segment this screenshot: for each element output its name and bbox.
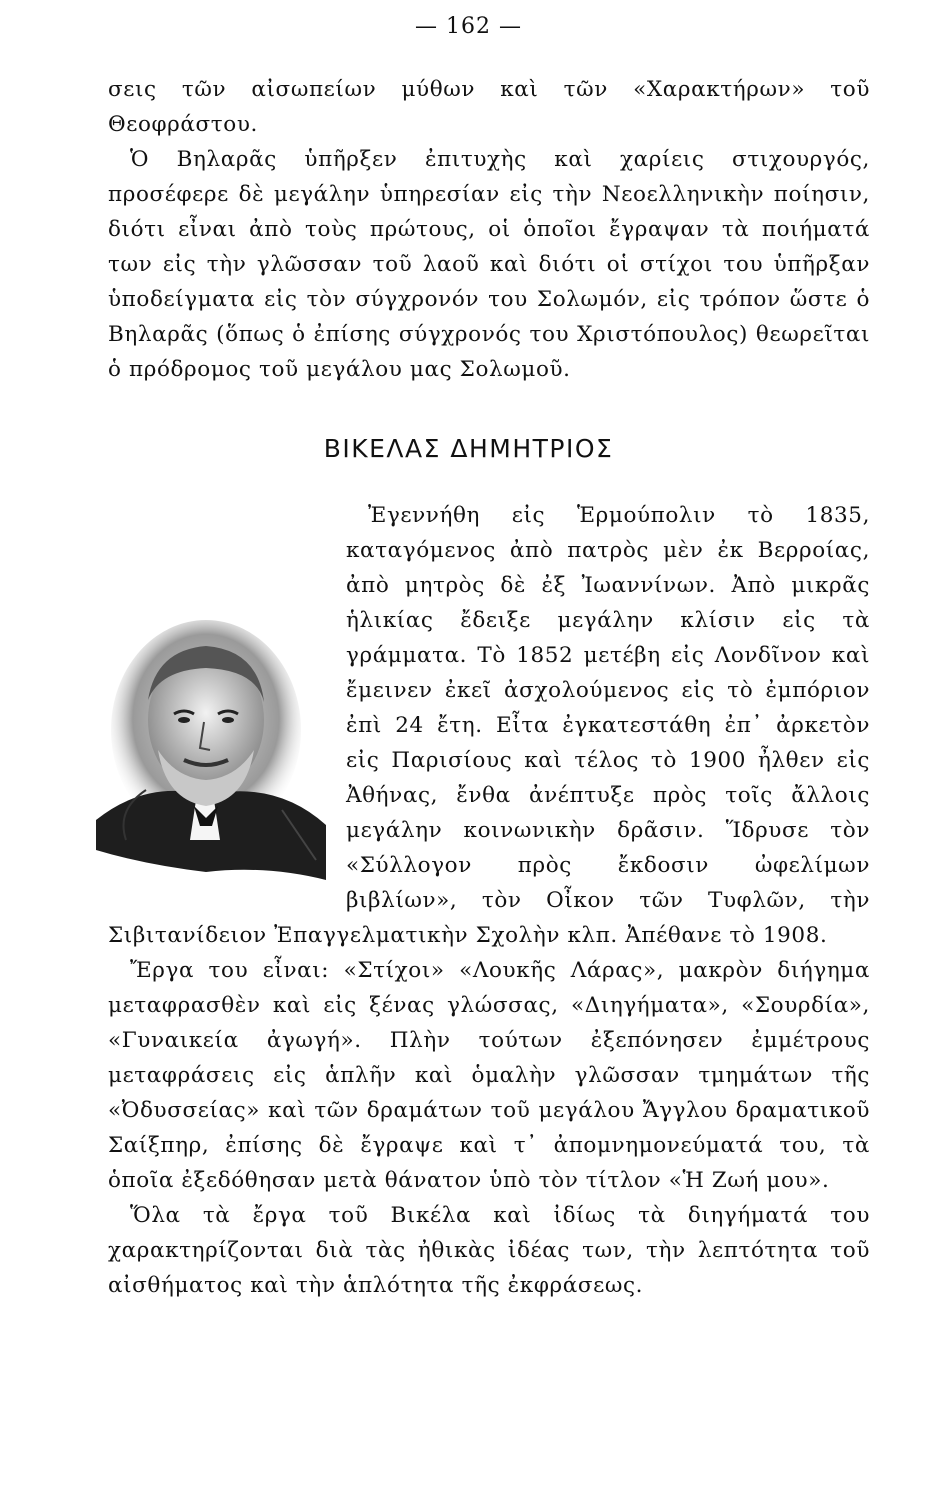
bio-paragraph-3: Ὅλα τὰ ἔργα τοῦ Βικέλα καὶ ἰδίως τὰ διηγήματά του χαρακτηρίζονται διὰ τὰς ἠθικὰς ἰδέας των, τὴν λεπτότητα τοῦ αἰσθήματος καὶ τὴν ἁπλότητα τῆς ἐκφράσεως.	[108, 1203, 870, 1298]
bio-paragraph-2: Ἔργα του εἶναι: «Στίχοι» «Λουκῆς Λάρας», μακρὸν διήγημα μεταφρασθὲν καὶ εἰς ξένας γλώσσας, «Διηγήματα», «Σουρδία», «Γυναικεία ἀγωγή». Πλὴν τούτων ἐξεπόνησεν ἐμμέτρους μεταφράσεις εἰς ἁπλῆν καὶ ὁμαλὴν γλῶσσαν τμημάτων τῆς «Ὀδυσσείας» καὶ τῶν δραμάτων τοῦ μεγάλου Ἄγγλου δραματικοῦ Σαίξπηρ, ἐπίσης δὲ ἔγραψε καὶ τ᾽ ἀπομνημονεύματά του, τὰ ὁποῖα ἐξεδόθησαν μετὰ θάνατον ὑπὸ τὸν τίτλον «Ἡ Ζωή μου».	[108, 958, 870, 1193]
section-heading: ΒΙΚΕΛΑΣ ΔΗΜΗΤΡΙΟΣ	[323, 434, 614, 463]
bio-paragraph-1	[108, 498, 870, 953]
biography-text	[108, 498, 870, 1303]
portrait-image	[86, 610, 334, 890]
intro-text	[108, 72, 870, 387]
page-number: — 162 —	[415, 14, 522, 39]
intro-paragraph-2: Ὁ Βηλαρᾶς ὑπῆρξεν ἐπιτυχὴς καὶ χαρίεις στιχουργός, προσέφερε δὲ μεγάλην ὑπηρεσίαν εἰς τὴν Νεοελληνικὴν ποίησιν, διότι εἶναι ἀπὸ τοὺς πρώτους, οἱ ὁποῖοι ἔγραψαν τὰ ποιήματά των εἰς τὴν γλῶσσαν τοῦ λαοῦ καὶ διότι οἱ στίχοι του ὑπῆρξαν ὑποδείγματα εἰς τὸν σύγχρονόν του Σολωμόν, εἰς τρόπον ὥστε ὁ Βηλαρᾶς (ὅπως ὁ ἐπίσης σύγχρονός του Χριστόπουλος) θεωρεῖται ὁ πρόδρομος τοῦ μεγάλου μας Σολωμοῦ.	[108, 147, 870, 382]
intro-paragraph-1: σεις τῶν αἰσωπείων μύθων καὶ τῶν «Χαρακτήρων» τοῦ Θεοφράστου.	[108, 77, 870, 137]
bio-paragraph-1-text: Ἐγεννήθη εἰς Ἑρμούπολιν τὸ 1835, καταγόμενος ἀπὸ πατρὸς μὲν ἐκ Βερροίας, ἀπὸ μητρὸς δὲ ἐξ Ἰωαννίνων. Ἀπὸ μικρᾶς ἡλικίας ἔδειξε μεγάλην κλίσιν εἰς τὰ γράμματα. Τὸ 1852 μετέβη εἰς Λονδῖνον καὶ ἔμεινεν ἐκεῖ ἀσχολούμενος εἰς τὸ ἐμπόριον ἐπὶ 24 ἔτη. Εἶτα ἐγκατεστάθη ἐπ᾽ ἀρκετὸν εἰς Παρισίους καὶ τέλος τὸ 1900 ἦλθεν εἰς Ἀθήνας, ἔνθα ἀνέπτυξε πρὸς τοῖς ἄλλοις μεγάλην κοινωνικὴν δρᾶσιν. Ἵδρυσε τὸν «Σύλλογον πρὸς ἔκδοσιν ὠφελίμων βιβλίων», τὸν Οἶκον τῶν Τυφλῶν, τὴν Σιβιτανίδειον Ἐπαγγελματικὴν Σχολὴν κλπ. Ἀπέθανε τὸ 1908.	[108, 503, 870, 948]
